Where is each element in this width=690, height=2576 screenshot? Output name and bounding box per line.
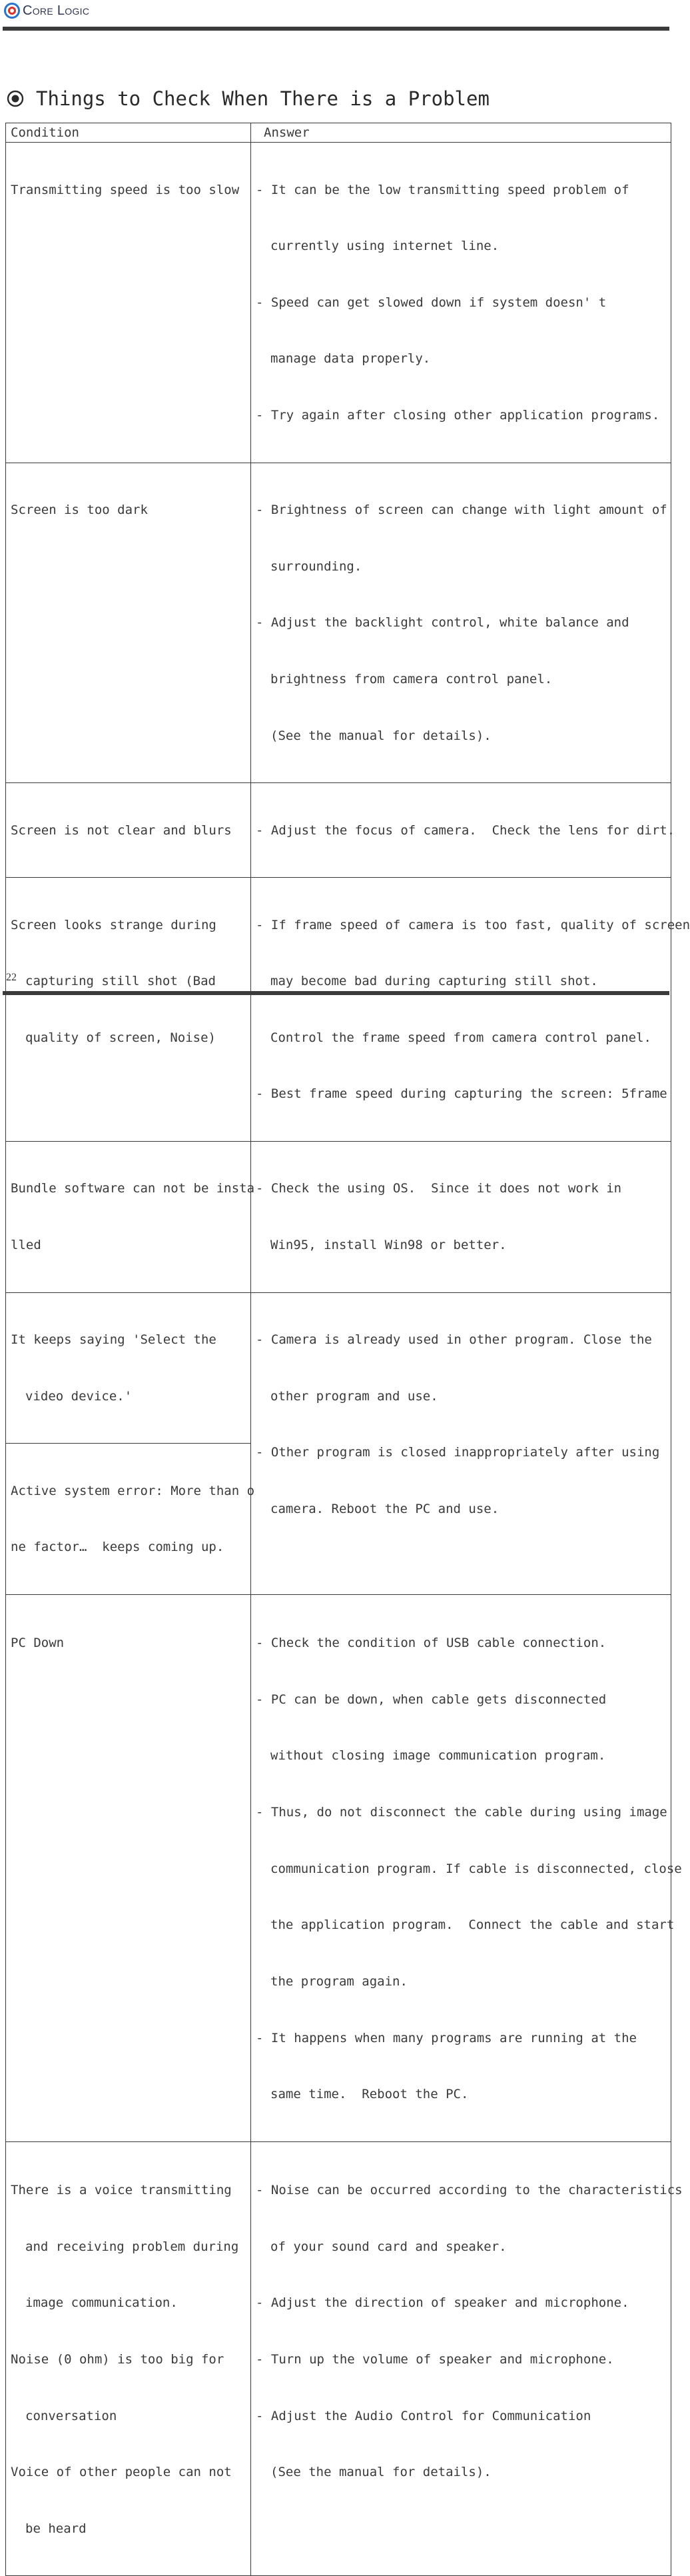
table-row: [6, 1292, 671, 1444]
answer-header: Answer: [251, 123, 671, 143]
table-row: [6, 1141, 671, 1292]
answer-cell: - Check the condition of USB cable connection. - PC can be down, when cable gets disconnected without closing image communication program. - Thus, do not disconnect the cable during using image communication program. If cable is disconnected, close the application program. Connect the cable and start the program again. - It happens when many programs are running at the same time. Reboot the PC.: [251, 1594, 671, 2141]
condition-cell: Bundle software can not be insta lled: [6, 1141, 251, 1292]
page-title: Things to Check When There is a Problem: [36, 87, 490, 110]
core-logic-logo-icon: [4, 3, 20, 19]
condition-cell: There is a voice transmitting and receiving problem during image communication. Noise (0 ohm) is too big for conversation Voice of other people can not be heard: [6, 2141, 251, 2576]
table-row: [6, 143, 671, 463]
brand-header: [4, 2, 89, 19]
table-row: [6, 2141, 671, 2576]
answer-cell: - Adjust the focus of camera. Check the lens for dirt.: [251, 783, 671, 878]
condition-cell: Screen is too dark: [6, 463, 251, 782]
condition-cell: Screen looks strange during capturing still shot (Bad quality of screen, Noise): [6, 878, 251, 1142]
table-header-row: [6, 123, 671, 143]
bottom-divider: [3, 991, 669, 995]
condition-cell: Screen is not clear and blurs: [6, 783, 251, 878]
page-number: 22: [6, 972, 17, 983]
answer-cell: - It can be the low transmitting speed problem of currently using internet line. - Speed can get slowed down if system doesn' t manage data properly. - Try again after closing other application programs.: [251, 143, 671, 463]
table-row: [6, 878, 671, 1142]
brand-name: Core Logic: [23, 3, 90, 18]
troubleshooting-table: [5, 123, 690, 2576]
table-row: [6, 783, 671, 878]
target-bullet-icon: [7, 90, 24, 107]
answer-cell: - Brightness of screen can change with light amount of surrounding. - Adjust the backlight control, white balance and brightness from camera control panel. (See the manual for details).: [251, 463, 671, 782]
top-divider: [3, 27, 669, 31]
condition-cell: Active system error: More than o ne factor… keeps coming up.: [6, 1444, 251, 1595]
condition-cell: It keeps saying 'Select the video device.': [6, 1292, 251, 1444]
condition-header: Condition: [6, 123, 251, 143]
answer-cell: - If frame speed of camera is too fast, quality of screen may become bad during capturing still shot. Control the frame speed from camera control panel. - Best frame speed during capturing the screen: 5frame: [251, 878, 671, 1142]
answer-cell: - Camera is already used in other program. Close the other program and use. - Other program is closed inappropriately after using camera. Reboot the PC and use.: [251, 1292, 671, 1594]
answer-cell: - Check the using OS. Since it does not work in Win95, install Win98 or better.: [251, 1141, 671, 1292]
table-row: [6, 463, 671, 782]
condition-cell: Transmitting speed is too slow: [6, 143, 251, 463]
condition-cell: PC Down: [6, 1594, 251, 2141]
page-title-row: [7, 85, 490, 112]
answer-cell: - Noise can be occurred according to the characteristics of your sound card and speaker. - Adjust the direction of speaker and microphone. - Turn up the volume of speaker and microphone. - Adjust the Audio Control for Communication (See the manual for details).: [251, 2141, 671, 2576]
table-row: [6, 1594, 671, 2141]
